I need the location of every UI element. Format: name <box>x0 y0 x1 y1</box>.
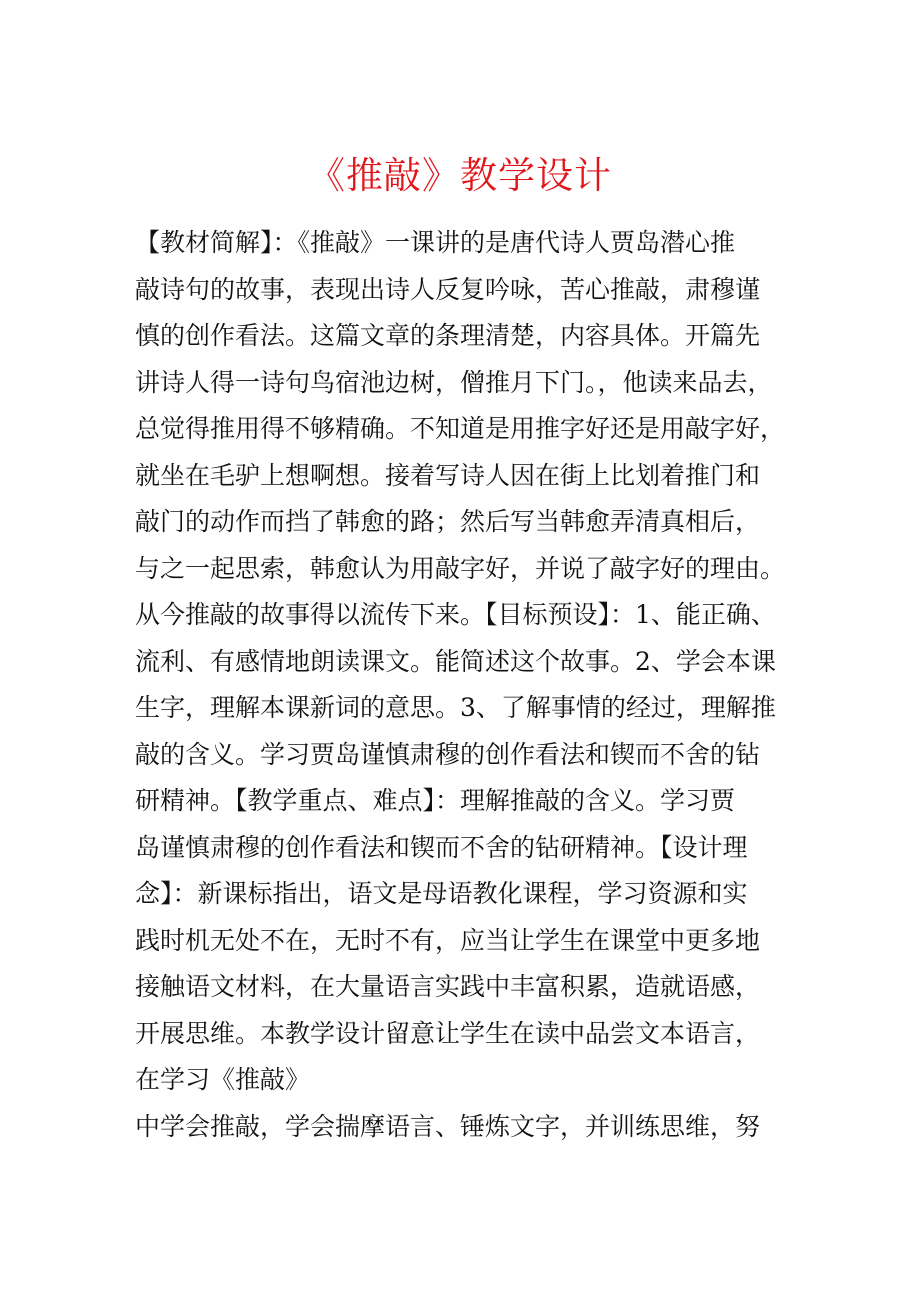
body-line: 总觉得推用得不够精确。不知道是用推字好还是用敲字好， <box>135 414 786 443</box>
body-line: 【教材简解】：《推敲》一课讲的是唐代诗人贾岛潜心推 <box>135 228 736 257</box>
body-line: 生字，理解本课新词的意思。3、了解事情的经过，理解推 <box>135 693 776 722</box>
body-line: 流利、有感情地朗读课文。能简述这个故事。2、学会本课 <box>135 646 776 676</box>
body-line: 与之一起思索，韩愈认为用敲字好，并说了敲字好的理由。 <box>135 553 786 583</box>
body-line: 敲诗句的故事，表现出诗人反复吟咏，苦心推敲，肃穆谨 <box>135 274 761 304</box>
body-line: 中学会推敲，学会揣摩语言、锤炼文字，并训练思维，努 <box>135 1111 761 1141</box>
body-line: 就坐在毛驴上想啊想。接着写诗人因在街上比划着推门和 <box>135 460 761 490</box>
body-line: 从今推敲的故事得以流传下来。【目标预设】：1、能正确、 <box>135 600 776 629</box>
body-line: 慎的创作看法。这篇文章的条理清楚，内容具体。开篇先 <box>135 321 761 350</box>
body-line: 接触语文材料，在大量语言实践中丰富积累，造就语感， <box>135 972 761 1001</box>
body-line: 敲门的动作而挡了韩愈的路；然后写当韩愈弄清真相后， <box>135 507 761 536</box>
body-line: 岛谨慎肃穆的创作看法和锲而不舍的钻研精神。【设计理 <box>135 832 748 862</box>
document-title: 《推敲》教学设计 <box>308 154 612 197</box>
document-body <box>135 220 815 1150</box>
body-line: 讲诗人得一诗句鸟宿池边树，僧推月下门。，他读来品去， <box>135 367 773 397</box>
body-line: 开展思维。本教学设计留意让学生在读中品尝文本语言， <box>135 1018 761 1048</box>
body-line: 念】：新课标指出，语文是母语教化课程，学习资源和实 <box>135 879 748 908</box>
body-line: 践时机无处不在，无时不有，应当让学生在课堂中更多地 <box>135 925 761 955</box>
body-line: 敲的含义。学习贾岛谨慎肃穆的创作看法和锲而不舍的钻 <box>135 739 761 769</box>
body-line: 研精神。【教学重点、难点】：理解推敲的含义。学习贾 <box>135 786 736 815</box>
body-line: 在学习《推敲》 <box>135 1065 311 1094</box>
